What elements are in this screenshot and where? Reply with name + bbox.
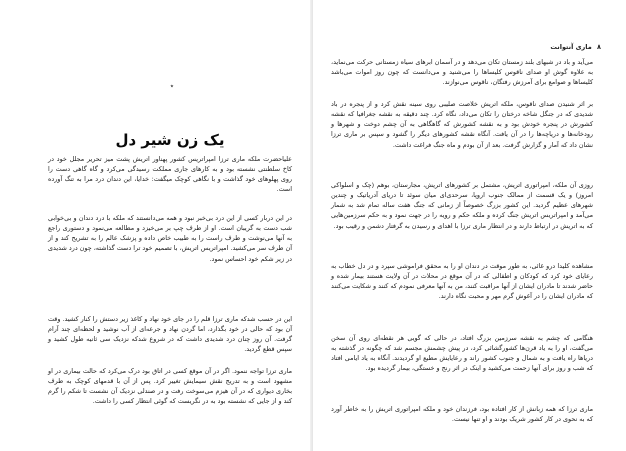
right-paragraph-3 — [331, 180, 593, 231]
paragraph-text: بر اثر شنیدن صدای ناقوس، ملکه اتریش خلاصت صلیبی روی سینه نقش کرد و از پنجره در باد شدیدی که در جنگل شاخه درختان را تکان می‌داد، نگاه کرد. چند دقیقه به نقشه جغرافیا که نقشه کشورش در پنجره خودش بود و به نقشه کشورش که گاهگاهی به آن چشم دوخت و شهرها و رودخانه‌ها و دریاچه‌ها را در آن یافت. آنگاه نقشه کشورهای دیگر را گشود و سپس بر ماری ترزا نشان داد که آمار و گزارش گرفت. بعد از آن بودم و ماه جنگ فراغت داشت. — [331, 100, 593, 149]
paragraph-text: علیاحضرت ملکه ماری ترزا امپراتریس کشور پهناور اتریش پشت میز تحریر مجلل خود در کاخ سلطنتی نشسته بود و به کارهای جاری مملکت رسیدگی می‌کرد و گاه گاهی دست را روی پهلوهای خود گذاشت و با نگاهی کوچک میگفت: خدایا، این دندان درد مرا به تنگ آورده است. — [48, 155, 292, 194]
paragraph-text: مشاهده کلیدا درو غائی، به طور موقت در دندان او را به محقق فراموشی سپرد و در دل خطاب به رعایای خود کرد که کودکان و اطفالی که در آن موقع در محلات در آن ولایت هستند بیمار شده و حاضر شدند تا مادران ایشان از آنها مراقبت کنند، من به آنها معرفی نمودم که کنند و شکایت می‌کنند که مادران ایشان را در آغوش گرم مهر و محبت نگاه دارند. — [331, 262, 593, 301]
paragraph-text: روزی آن ملکه، امپراتوری اتریش، مشتمل بر کشورهای اتریش، مجارستان، بوهم (چک و اسلواکی امروز) و یک قسمت از ممالک جنوب اروپا، سرحدی‌ای میان سوئد تا دریای آدریاتیک و چندین شهرهای عظیم گردید. این کشور بزرگ خصوصاً از زمانی که جنگ هفت ساله تمام شد به شمار می‌آمد و امپراتریس اتریش جنگ کرده و ملکه حکم و رویه را در جهت نمود و به حکم سرزمین‌هایی که به اتریش در ارتباط دارند و در انتظار ماری ترزا با اهدای و رسیدن به گرفتار دشمن و رقیب بود. — [331, 181, 593, 230]
ornament-mark: ٭ — [170, 82, 174, 90]
left-paragraph-4 — [48, 366, 292, 407]
running-header — [531, 43, 601, 51]
left-paragraph-1 — [48, 154, 292, 195]
right-paragraph-6 — [331, 404, 593, 424]
right-paragraph-5 — [331, 333, 593, 374]
left-paragraph-2 — [48, 213, 292, 264]
page-number: ۸ — [597, 43, 601, 51]
paragraph-text: می‌آید و باد در شبهای بلند زمستان تکان می‌دهد و در آسمان ابرهای سیاه زمستانی حرکت می‌نماید، به علاوه گوش او صدای ناقوس کلیساها را می‌شنید و می‌دانست که چون روز اموات می‌باشد کلیساها و صوامع برای آمرزش رفتگان، ناقوس می‌نوازند. — [331, 58, 593, 87]
paragraph-text: این در حسب شدکه ماری ترزا قلم را در جای خود نهاد و کاغذ زیر دستش را کنار کشید. وقت آن بود که حالی در خود بگذارد، اما گردن نهاد و جرعه‌ای از آب نوشید و لحظه‌ای چند آرام گرفت. آن روز چنان درد شدیدی داشت که در شروع شدکه نزدیک سی ثانیه طول کشید و سپس قطع گردید. — [48, 315, 292, 354]
paragraph-text: هنگامی که چشم به نقشه سرزمین بزرگ افتاد، در حالی که گویی هر نقطه‌ای روی آن سخن می‌گفت، او را به یاد قرن‌ها کشورگشائی کرد، در پیش چشمش مجسم شد که چگونه در گذشته به دریاها راه یافت و به شمال و جنوب کشور راند و رعایایش مطیع او گردیدند. آنگاه به یاد ایامی افتاد که شب و روز برای آنها زحمت می‌کشید و اینک در اثر رنج و خستگی، بیمار گردیده بود. — [331, 334, 593, 373]
left-paragraph-3 — [48, 314, 292, 355]
paragraph-text: ماری ترزا تواجه ننمود. اگر در آن موقع کسی در اتاق بود درک می‌کرد که حالت بیماری در او مشهود است و به تدریج نقش سیمایش تغییر کرد. پس از آن با قدمهای کوچک به طرف بخاری دیواری که در آن هیزم می‌سوخت رفت و در صندلی نزدیک آن نشست تا شکم را گرم کند و از جایی که نشسته بود به در نگریست که گوئی انتظار کسی را داشت. — [48, 367, 292, 406]
right-paragraph-4 — [331, 261, 593, 302]
right-paragraph-1 — [331, 57, 593, 87]
paragraph-text: ماری ترزا که همه زبانش از کار افتاده بود، فرزندان خود و ملکه امپراتوری اتریش را به خاطر آورد که به نحوی در کار کشور شریک بودند و او تنها نیست. — [331, 405, 593, 424]
paragraph-text: در این دربار کسی از این درد بی‌خبر نبود و همه می‌دانستند که ملکه با درد دندان و بی‌خوابی شب دست به گریبان است. او از طرف چپ بر می‌خیزد و مطالعه می‌نمود و دستوری راجع به آنها می‌نوشت و طرف راست را به طبیب خاص داده و پزشک عالم را به تشریح کند و از آن طرف سر می‌کشید. امپراتریس اتریش، با تصمیم خود ترا دست گذاشته، چون درد شدیدی در زیر شکم خود احساس نمود. — [48, 214, 292, 263]
right-paragraph-2 — [331, 99, 593, 150]
chapter-title: یک زن شیر دل — [115, 131, 225, 149]
book-title: ماری آنتوانت — [550, 43, 592, 51]
